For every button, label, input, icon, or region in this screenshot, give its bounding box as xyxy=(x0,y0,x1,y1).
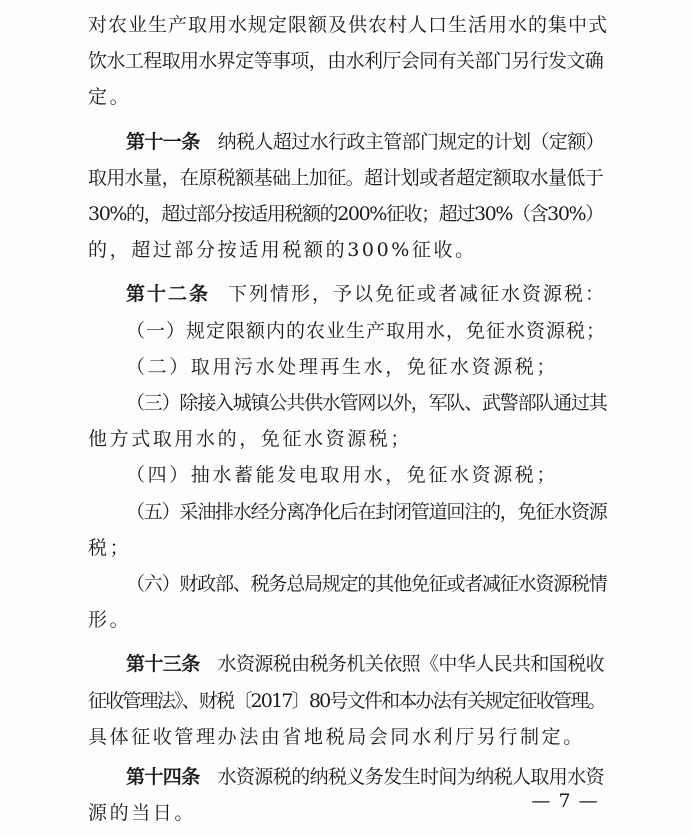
article-12-item-3-line-1: （三）除接入城镇公共供水管网以外，军队、武警部队通过其 xyxy=(126,392,607,414)
article-11-label: 第十一条 xyxy=(126,131,200,153)
article-13-line-2-text: 征收管理法》、财税〔2017〕80号文件和本办法有关规定征收管理。 xyxy=(88,690,605,712)
article-11-text: 纳税人超过水行政主管部门规定的计划（定额） xyxy=(217,131,605,153)
article-11-line-4: 的，超过部分按适用税额的300%征收。 xyxy=(88,239,477,261)
p10-line-2: 饮水工程取用水界定等事项，由水利厅会同有关部门另行发文确 xyxy=(88,50,604,72)
article-12-label: 第十二条 xyxy=(126,283,211,305)
article-13-line-3-text: 具体征收管理办法由省地税局会同水利厅另行制定。 xyxy=(88,726,585,748)
article-12-item-3-line-2: 他方式取用水的，免征水资源税； xyxy=(88,428,413,450)
article-11-line-1 xyxy=(126,130,608,154)
page-number: — 7 — xyxy=(531,790,599,812)
article-11-line-2: 取用水量，在原税额基础上加征。超计划或者超定额取水量低于 xyxy=(88,167,604,189)
article-11-line-3: 30%的，超过部分按适用税额的200%征收；超过30%（含30%） xyxy=(88,203,603,225)
article-13-line-3 xyxy=(88,725,608,749)
article-14-line-1 xyxy=(126,765,608,789)
p10-line-3: 定。 xyxy=(88,86,132,108)
article-13-text: 水资源税由税务机关依照《中华人民共和国税收 xyxy=(217,653,605,675)
article-14-text: 水资源税的纳税义务发生时间为纳税人取用水资 xyxy=(217,766,605,788)
article-12-item-6-line-2: 形。 xyxy=(88,609,132,631)
article-14-line-2 xyxy=(88,801,608,825)
article-12-item-5-line-1: （五）采油排水经分离净化后在封闭管道回注的，免征水资源 xyxy=(126,501,607,523)
article-12-intro: 下列情形，予以免征或者减征水资源税： xyxy=(228,283,607,305)
p10-line-1: 对农业生产取用水规定限额及供农村人口生活用水的集中式 xyxy=(88,14,609,36)
article-13-label: 第十三条 xyxy=(126,653,200,675)
article-12-item-2: （二）取用污水处理再生水，免征水资源税； xyxy=(126,356,559,378)
article-12-line-1 xyxy=(126,282,608,306)
article-14-line-2-text: 源的当日。 xyxy=(88,802,197,824)
article-12-item-4: （四）抽水蓄能发电取用水，免征水资源税； xyxy=(126,464,559,486)
article-12-item-1: （一）规定限额内的农业生产取用水，免征水资源税； xyxy=(126,320,607,342)
article-14-label: 第十四条 xyxy=(126,766,200,788)
article-12-item-6-line-1: （六）财政部、税务总局规定的其他免征或者减征水资源税情 xyxy=(126,573,607,595)
article-12-item-5-line-2: 税； xyxy=(88,537,132,559)
article-13-line-2 xyxy=(88,689,608,713)
article-13-line-1 xyxy=(126,652,608,676)
